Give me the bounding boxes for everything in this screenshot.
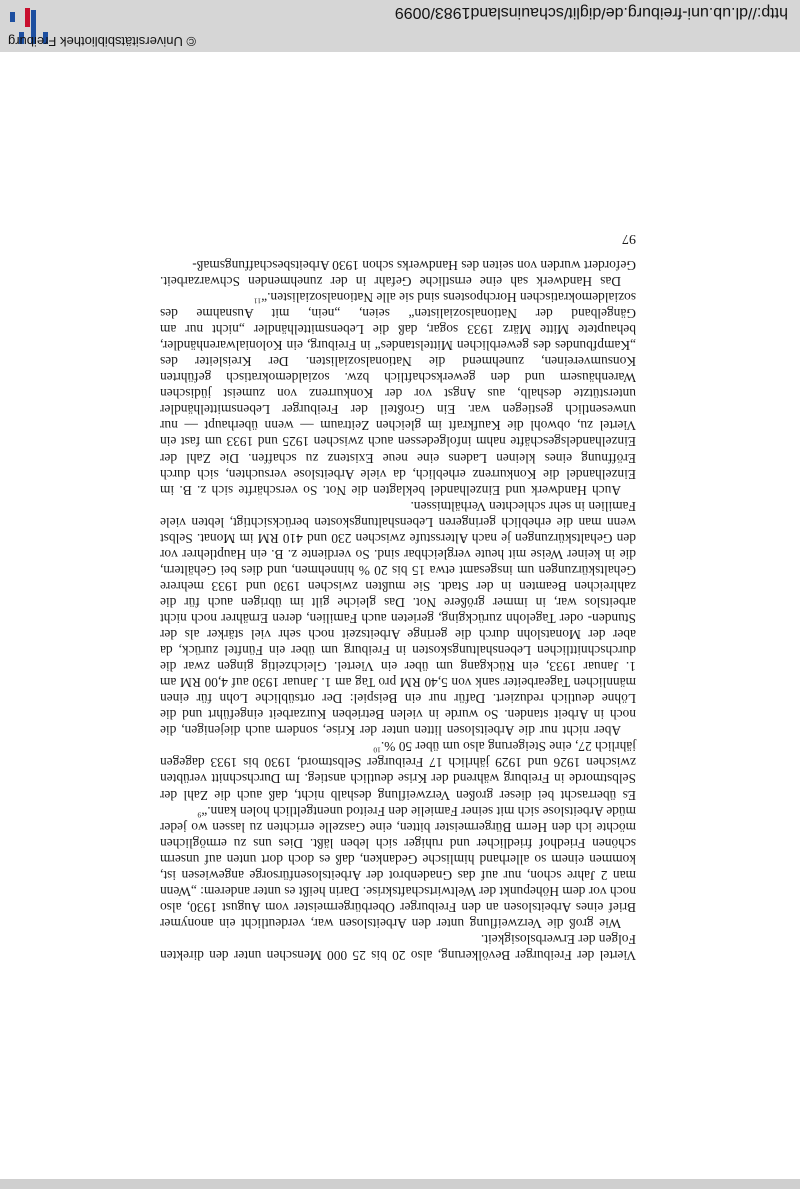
paragraph (160, 738, 636, 802)
footnote-marker: 9 (197, 810, 202, 820)
paragraph (160, 803, 636, 931)
paragraph-text: Viertel der Freiburger Bevölkerung, also 20 bis 25 000 Menschen unter den direkten Folgen der Erwerbslosigkeit. (160, 931, 636, 963)
page-number: 97 (622, 231, 636, 246)
viewer-bottom-strip (0, 1179, 800, 1189)
article-body (160, 257, 636, 963)
paragraph (160, 498, 636, 739)
paragraph-text: Das Handwerk sah eine ernstliche Gefahr in der zunehmenden Schwarzarbeit. Gefordert wurden von seiten des Handwerks schon 1930 Arbeitsbeschaffungsmaß- (160, 257, 636, 290)
paragraph (160, 931, 636, 963)
footnote-marker: 11 (253, 296, 262, 306)
footnote-marker: 10 (373, 745, 381, 755)
library-banner (0, 0, 800, 52)
copyright-notice: © Universitätsbibliothek Freiburg (8, 34, 197, 49)
paragraph (160, 257, 636, 289)
permalink-url[interactable]: http://dl.ub.uni-freiburg.de/diglit/schauinsland1983/0099 (394, 4, 788, 21)
paragraph-text: Wie groß die Verzweiflung unter den Arbeitslosen war, verdeutlicht ein anonymer Brief eines Arbeitslosen an den Freiburger Oberbürgermeister vom August 1930, also noch vor dem Höhepunkt der Weltwirtschaftskrise. Darin heißt es unter anderem: „Wenn man 2 Jahre schon, nur auf das Gnadenbrot der Arbeitslosenfürsorge angewiesen ist, kommen einem so allerhand himlische Gedanken, daß es doch dort unten auf unserm schönen Friedhof friedlicher und ruhiger sich leben läßt. Dies uns zu ermöglichen möchte ich den Herrn Bürgermeister bitten, eine Gaszelle errichten zu lassen wo jeder müde Arbeitslose sich mit seiner Famielie den Freitod unentgeltlich holen kann.“ (160, 803, 636, 931)
paragraph (160, 289, 636, 498)
rotated-page-content (160, 230, 636, 963)
paragraph-text: Aber nicht nur die Arbeitslosen litten unter der Krise, sondern auch diejenigen, die noch in Arbeit standen. So wurde in vielen Betrieben Kurzarbeit eingeführt und die Löhne deutlich reduziert. Dafür nur ein Beispiel: Der ortsübliche Lohn für einen männlichen Tagearbeiter sank von 5,40 RM pro Tag am 1. Januar 1930 auf 4,00 RM am 1. Januar 1933, ein Rückgang um über ein Viertel. Gleichzeitig gingen zwar die durchschnittlichen Lebenshaltungskosten in Freiburg um über ein Fünftel zurück, da aber der Monatslohn durch die geringe Arbeitszeit noch sehr viel stärker als der Stunden- oder Tagelohn zurückging, gerieten auch Familien, deren Ernährer noch nicht arbeitslos war, in immer größere Not. Das gleiche gilt im übrigen auch für die zahlreichen Beamten in der Stadt. Sie mußten zwischen 1930 und 1933 mehrere Gehaltskürzungen um insgesamt etwa 15 bis 20 % hinnehmen, und dies bei Gehältern, die in keiner Weise mit heute vergleichbar sind. So verdiente z. B. ein Hauptlehrer vor den Gehaltskürzungen je nach Altersstufe zwischen 230 und 410 RM im Monat. Selbst wenn man die erheblich geringeren Lebenshaltungskosten berücksichtigt, lebten viele Familien in sehr schlechten Verhältnissen. (160, 498, 636, 739)
paragraph-text: Es überrascht bei dieser großen Verzweiflung deshalb nicht, daß auch die Zahl der Selbstmorde in Freiburg während der Krise deutlich anstieg. Im Durchschnitt verübten zwischen 1926 und 1929 jährlich 17 Freiburger Selbstmord, 1930 bis 1933 dagegen jährlich 27, eine Steigerung also um über 50 %. (160, 739, 636, 803)
paragraph-text: Auch Handwerk und Einzelhandel beklagten die Not. So verschärfte sich z. B. im Einzelhandel die Konkurrenz erheblich, da viele Arbeitslose versuchten, sich durch Eröffnung eines kleinen Ladens eine neue Existenz zu schaffen. Die Zahl der Einzelhandelsgeschäfte nahm infolgedessen auch zwischen 1925 und 1933 um fast ein Viertel zu, obwohl die Kaufkraft im gleichen Zeitraum — wenn überhaupt — nur unwesentlich gestiegen war. Ein Großteil der Freiburger Lebensmittelhändler unterstützte deshalb, aus Angst vor der Konkurrenz von zumeist jüdischen Warenhäusern und den gewerkschaftlich bzw. sozialdemokratisch geführten Konsumvereinen, zunehmend die Nationalsozialisten. Der Kreisleiter des „Kampfbundes des gewerblichen Mittelstandes“ in Freiburg, ein Kolonialwarenhändler, behauptete Mitte März 1933 sogar, daß die Lebensmittelhändler „nicht nur am Gängelband der Nationalsozialisten“ seien, „nein, mit Ausnahme des sozialdemokratischen Horchpostens sind sie alle Nationalsozialisten.“ (160, 290, 636, 498)
